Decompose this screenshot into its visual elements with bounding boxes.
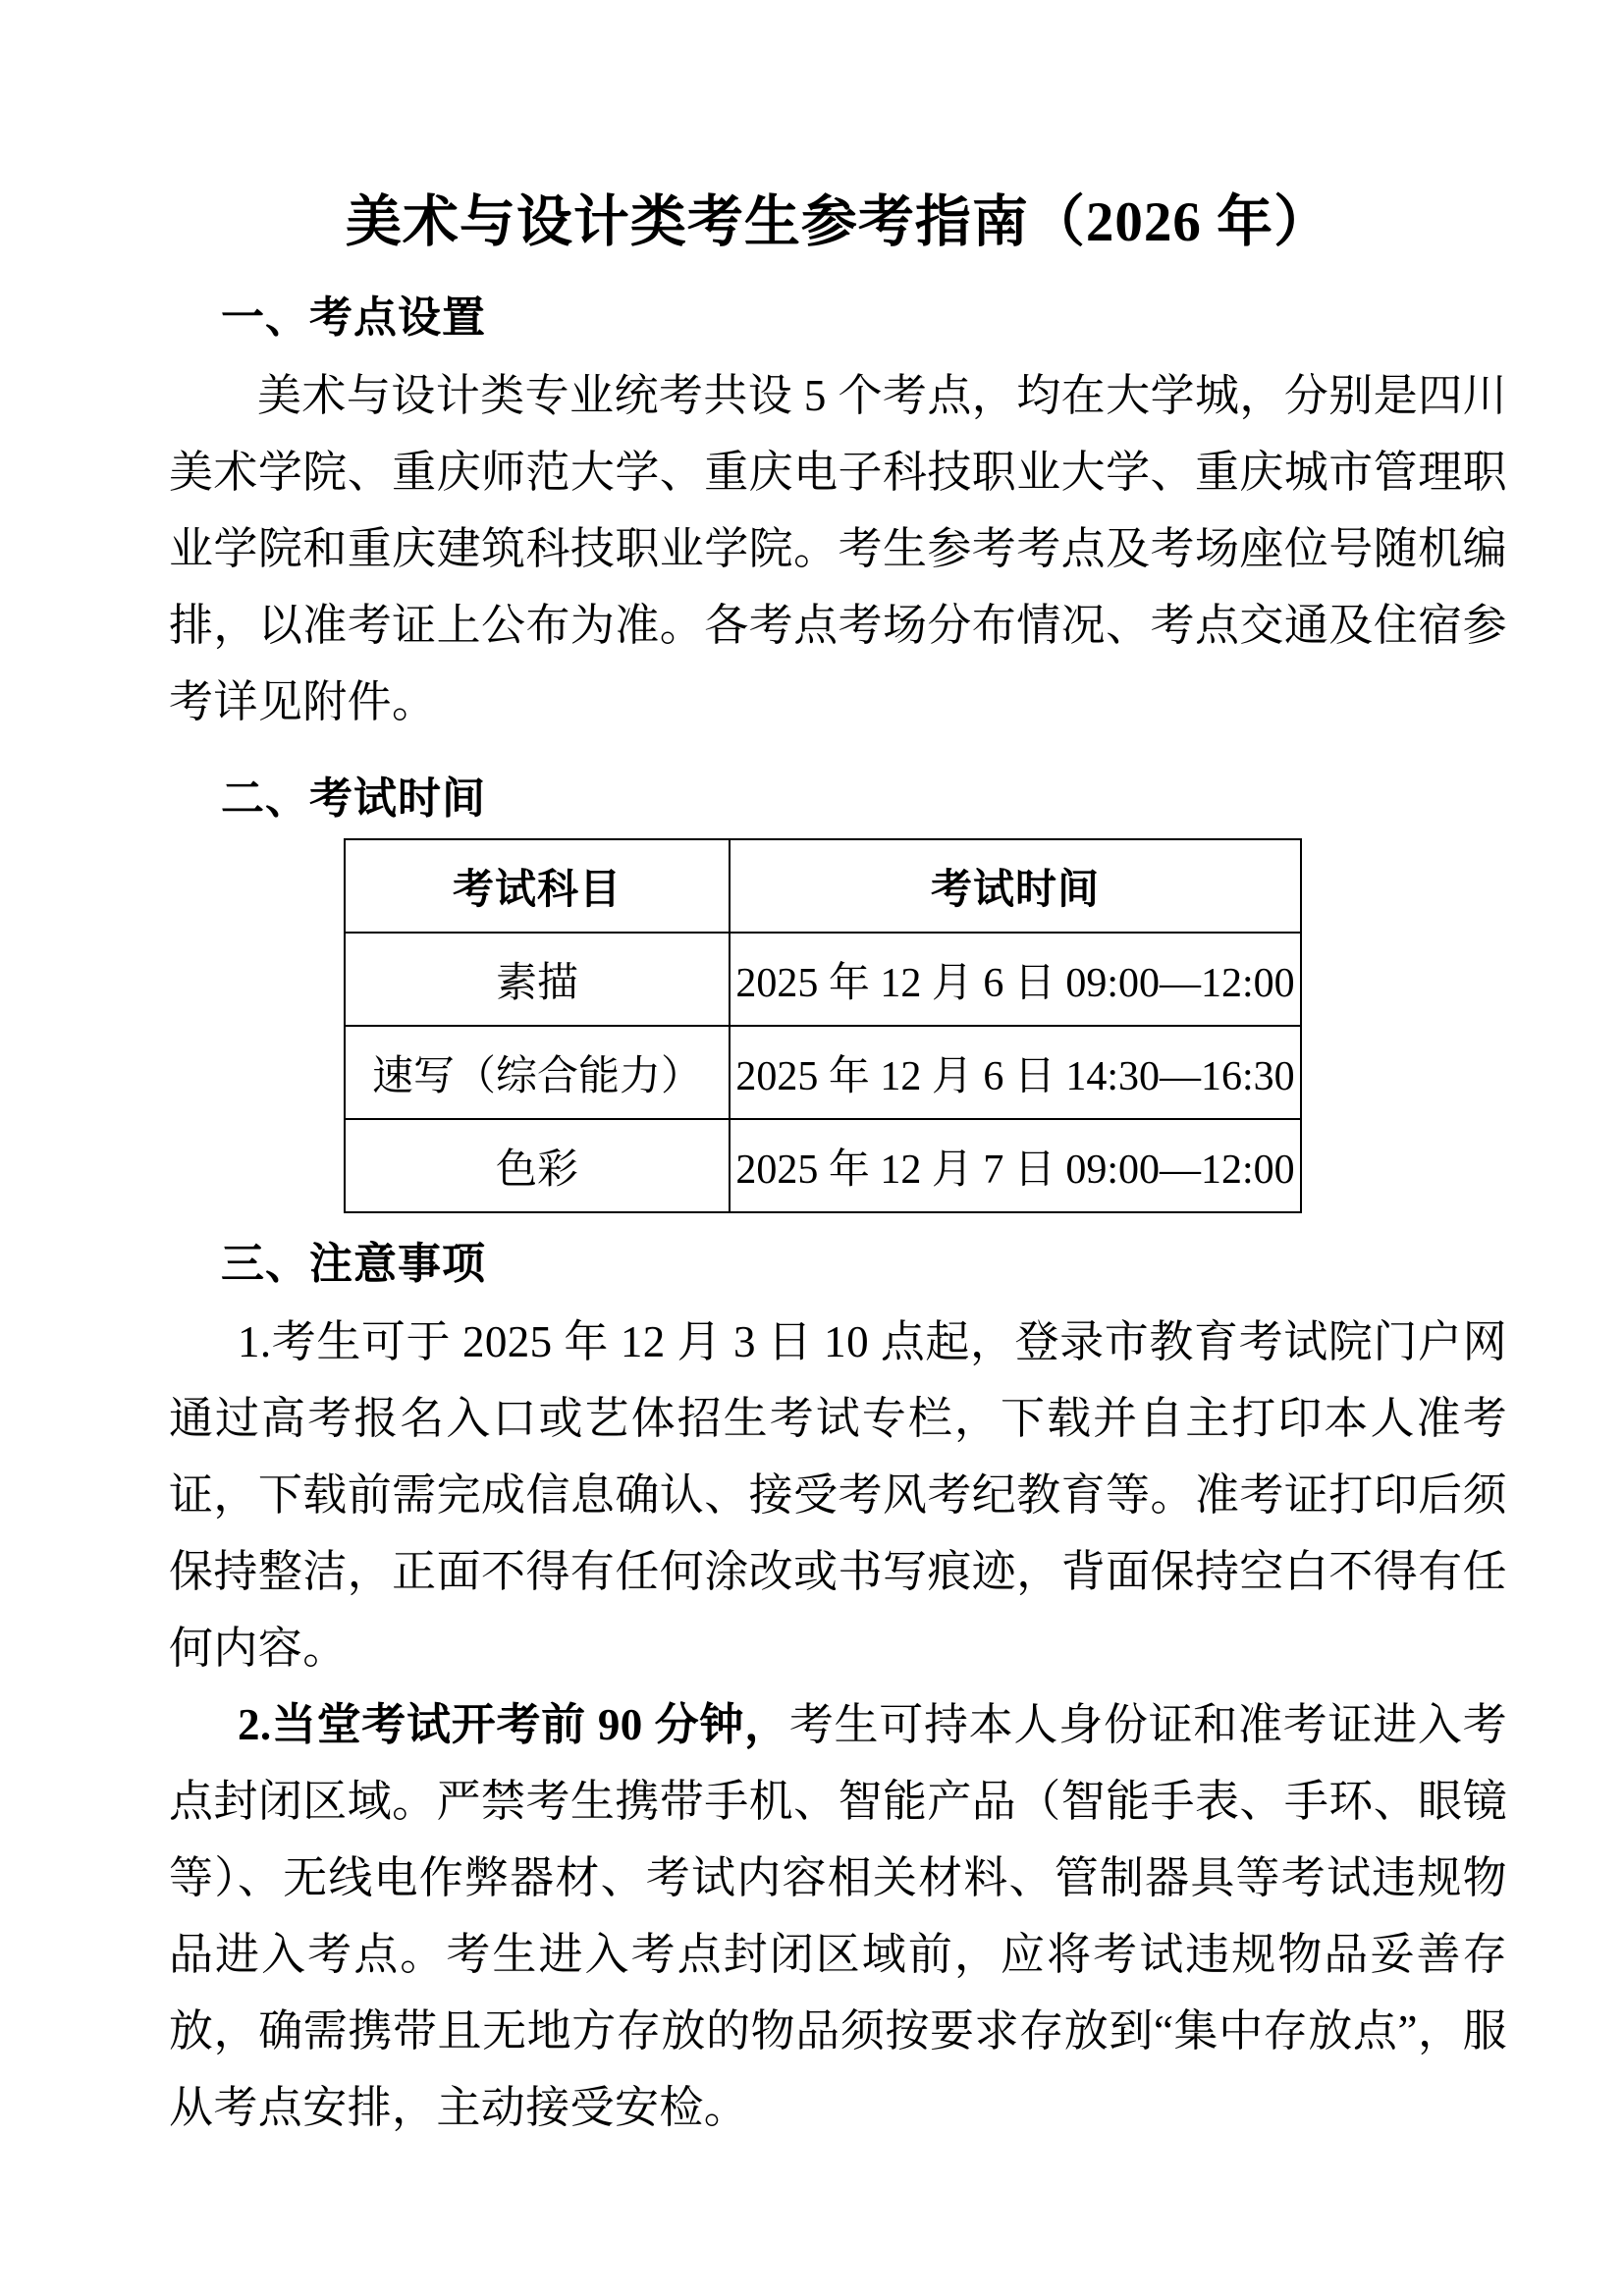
paragraph-exam-sites: 美术与设计类专业统考共设 5 个考点，均在大学城，分别是四川美术学院、重庆师范大学、重庆电子科技职业大学、重庆城市管理职业学院和重庆建筑科技职业学院。考生参考考点及考场座位号随机编排，以准考证上公布为准。各考点考场分布情况、考点交通及住宿参考详见附件。 — [169, 371, 1507, 726]
table-header-row — [345, 839, 1301, 933]
column-header-time: 考试时间 — [730, 839, 1301, 933]
column-header-subject: 考试科目 — [345, 839, 730, 933]
note-2-bold-lead: 2.当堂考试开考前 90 分钟， — [238, 1700, 789, 1749]
time-cell: 2025 年 12 月 6 日 09:00—12:00 — [730, 933, 1301, 1026]
subject-cell: 色彩 — [345, 1119, 730, 1212]
time-cell: 2025 年 12 月 7 日 09:00—12:00 — [730, 1119, 1301, 1212]
section-heading-exam-sites: 一、考点设置 — [221, 294, 486, 342]
paragraph-note-1: 1.考生可于 2025 年 12 月 3 日 10 点起，登录市教育考试院门户网通过高考报名入口或艺体招生考试专栏，下载并自主打印本人准考证，下载前需完成信息确认、接受考风考纪教育等。准考证打印后须保持整洁，正面不得有任何涂改或书写痕迹，背面保持空白不得有任何内容。 — [169, 1317, 1507, 1673]
table-row — [345, 933, 1301, 1026]
paragraph-note-2 — [169, 1686, 1507, 2146]
table-row — [345, 1119, 1301, 1212]
section-heading-notes: 三、注意事项 — [221, 1240, 486, 1288]
exam-schedule-table — [344, 838, 1302, 1213]
subject-cell: 速写（综合能力） — [345, 1026, 730, 1119]
note-2-body: 考生可持本人身份证和准考证进入考点封闭区域。严禁考生携带手机、智能产品（智能手表、手环、眼镜等）、无线电作弊器材、考试内容相关材料、管制器具等考试违规物品进入考点。考生进入考点封闭区域前，应将考试违规物品妥善存放，确需携带且无地方存放的物品须按要求存放到“集中存放点”，服从考点安排，主动接受安检。 — [169, 1700, 1508, 2132]
subject-cell: 素描 — [345, 933, 730, 1026]
section-heading-exam-time: 二、考试时间 — [221, 774, 486, 823]
table-row — [345, 1026, 1301, 1119]
page-title: 美术与设计类考生参考指南（2026 年） — [345, 191, 1331, 253]
time-cell: 2025 年 12 月 6 日 14:30—16:30 — [730, 1026, 1301, 1119]
